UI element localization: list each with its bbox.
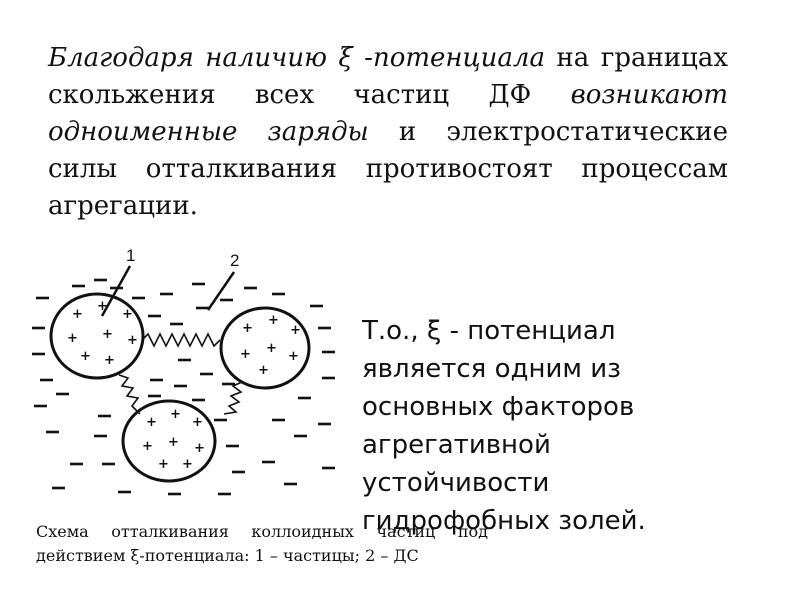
conclusion-text: Т.о., ξ - потенциал является одним из основных факторов агрегативной устойчивости гидрофобных золей. bbox=[362, 316, 646, 536]
repulsion-diagram-svg bbox=[22, 236, 362, 516]
plus-charge: + bbox=[67, 331, 78, 346]
intro-text-1: на границах скольжения всех частиц ДФ bbox=[48, 43, 729, 110]
plus-charge: + bbox=[142, 439, 153, 454]
plus-charge: + bbox=[268, 313, 279, 328]
intro-italic-1: Благодаря наличию ξ -потенциала bbox=[48, 43, 545, 73]
plus-charge: + bbox=[158, 457, 169, 472]
spring-right-bottom bbox=[224, 382, 242, 414]
plus-charge: + bbox=[258, 363, 269, 378]
plus-charge: + bbox=[127, 333, 138, 348]
pointer-double-layer bbox=[208, 272, 234, 310]
plus-charge: + bbox=[240, 347, 251, 362]
plus-charge: + bbox=[290, 323, 301, 338]
spring-left-right bbox=[142, 334, 220, 346]
figure-caption: Схема отталкивания коллоидных частиц под действием ξ-потенциала: 1 – частицы; 2 – ДС bbox=[36, 522, 488, 565]
plus-charge: + bbox=[242, 321, 253, 336]
plus-charge: + bbox=[192, 415, 203, 430]
plus-charge: + bbox=[72, 307, 83, 322]
plus-charge: + bbox=[170, 407, 181, 422]
plus-charge: + bbox=[182, 457, 193, 472]
plus-charge: + bbox=[194, 441, 205, 456]
repulsion-diagram bbox=[22, 236, 362, 516]
plus-charge: + bbox=[266, 341, 277, 356]
plus-charge: + bbox=[104, 353, 115, 368]
label-double-layer: 2 bbox=[230, 251, 240, 270]
plus-charge: + bbox=[97, 299, 108, 314]
plus-charge: + bbox=[168, 435, 179, 450]
intro-paragraph bbox=[48, 40, 728, 225]
intro-text-2: и электростатические силы отталкивания противостоят процессам агрегации. bbox=[48, 117, 728, 221]
plus-charge: + bbox=[146, 415, 157, 430]
plus-charge: + bbox=[102, 327, 113, 342]
spring-left-bottom bbox=[119, 375, 140, 414]
plus-charge: + bbox=[122, 307, 133, 322]
plus-charge: + bbox=[288, 349, 299, 364]
label-particles: 1 bbox=[126, 246, 136, 265]
intro-italic-2: возникают одноименные заряды bbox=[48, 80, 728, 147]
plus-charge: + bbox=[80, 349, 91, 364]
